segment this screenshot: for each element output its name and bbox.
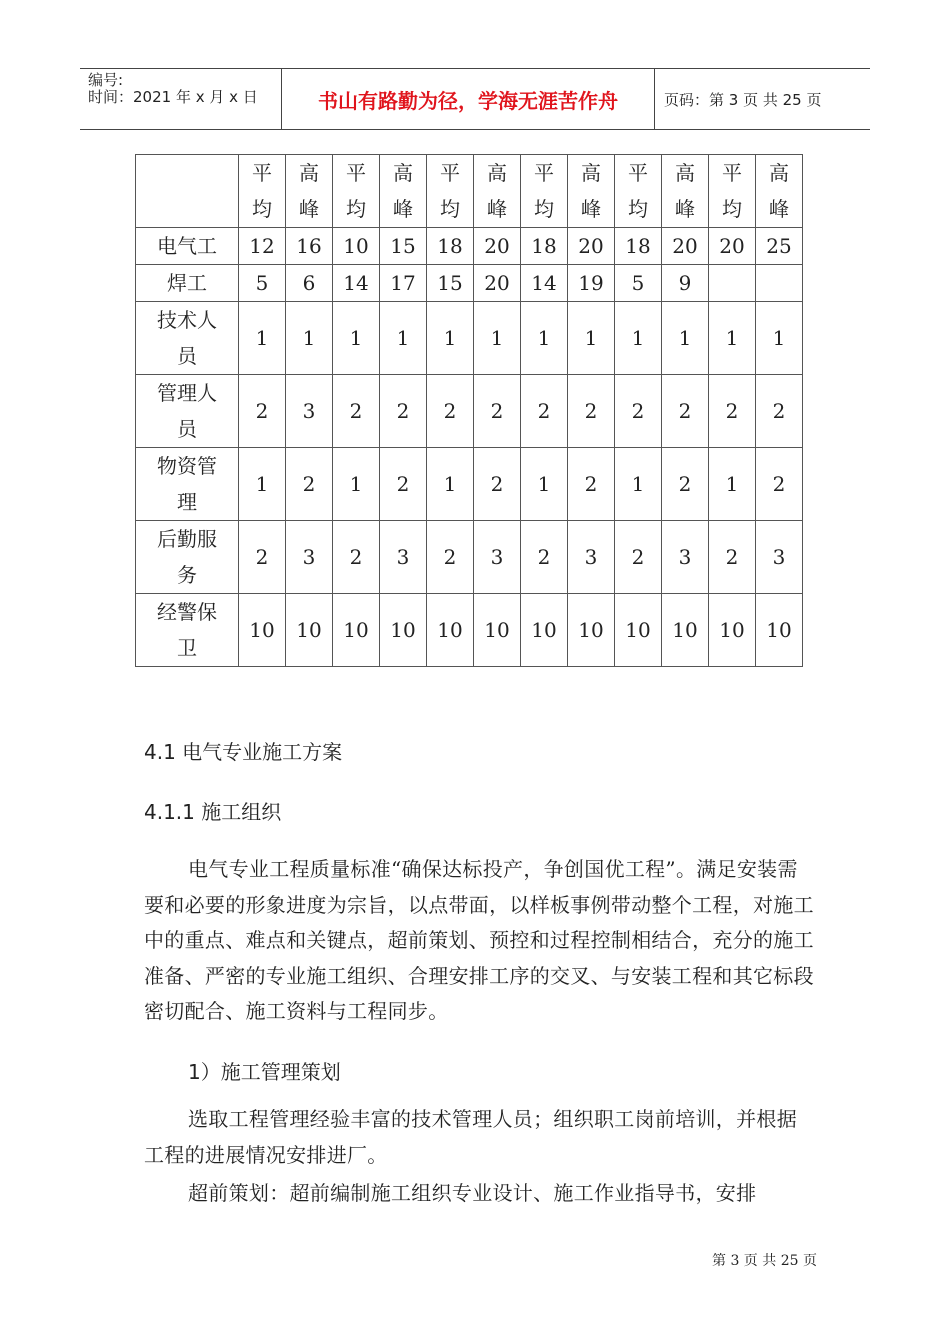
table-cell: 2	[662, 375, 709, 448]
table-cell: 10	[380, 594, 427, 667]
table-cell: 25	[756, 228, 803, 265]
table-cell: 3	[286, 375, 333, 448]
table-cell: 3	[662, 521, 709, 594]
table-cell: 18	[521, 228, 568, 265]
table-cell: 6	[286, 265, 333, 302]
table-cell: 10	[239, 594, 286, 667]
subsection-heading: 4.1.1 施工组织	[144, 800, 282, 824]
table-cell: 10	[427, 594, 474, 667]
table-row	[136, 265, 803, 302]
table-cell: 1	[756, 302, 803, 375]
header-cell-peak: 高 峰	[756, 155, 803, 228]
table-cell: 1	[427, 448, 474, 521]
table-cell: 3	[474, 521, 521, 594]
row-label: 焊工	[136, 265, 239, 302]
table-cell: 1	[286, 302, 333, 375]
table-cell: 2	[521, 521, 568, 594]
header-cell-average: 平 均	[709, 155, 756, 228]
table-cell: 1	[333, 448, 380, 521]
row-label: 后勤服 务	[136, 521, 239, 594]
table-cell: 2	[239, 375, 286, 448]
table-cell: 1	[380, 302, 427, 375]
table-cell: 2	[709, 521, 756, 594]
table-cell: 2	[756, 375, 803, 448]
document-time-label: 时间：2021 年 x 月 x 日	[88, 88, 258, 106]
table-cell: 1	[239, 448, 286, 521]
list-item-construction-planning	[188, 1056, 341, 1085]
table-cell: 9	[662, 265, 709, 302]
header-cell-average: 平 均	[521, 155, 568, 228]
table-row	[136, 594, 803, 667]
table-cell: 10	[521, 594, 568, 667]
table-cell: 10	[662, 594, 709, 667]
table-cell: 2	[474, 375, 521, 448]
table-cell: 3	[286, 521, 333, 594]
header-meta	[80, 69, 280, 129]
table-cell: 2	[521, 375, 568, 448]
row-label: 电气工	[136, 228, 239, 265]
table-cell: 15	[427, 265, 474, 302]
table-cell: 5	[615, 265, 662, 302]
table-cell: 1	[474, 302, 521, 375]
table-cell: 2	[615, 521, 662, 594]
table-cell	[709, 265, 756, 302]
header-cell-average: 平 均	[239, 155, 286, 228]
table-cell: 17	[380, 265, 427, 302]
table-cell: 20	[474, 265, 521, 302]
document-number-label: 编号:	[88, 71, 124, 89]
table-cell: 10	[474, 594, 521, 667]
header-cell-peak: 高 峰	[286, 155, 333, 228]
header-cell-peak: 高 峰	[568, 155, 615, 228]
table-cell: 2	[239, 521, 286, 594]
table-cell: 14	[521, 265, 568, 302]
table-cell: 16	[286, 228, 333, 265]
table-cell: 1	[239, 302, 286, 375]
header-cell-average: 平 均	[615, 155, 662, 228]
header-cell-peak: 高 峰	[380, 155, 427, 228]
table-cell: 1	[427, 302, 474, 375]
table-cell: 1	[521, 448, 568, 521]
table-cell: 5	[239, 265, 286, 302]
table-cell: 2	[756, 448, 803, 521]
table-cell: 2	[568, 375, 615, 448]
table-cell: 18	[427, 228, 474, 265]
table-cell: 2	[427, 375, 474, 448]
header-cell-peak: 高 峰	[662, 155, 709, 228]
list-item-text: ）施工管理策划	[200, 1060, 341, 1084]
table-cell: 10	[568, 594, 615, 667]
table-cell: 2	[333, 521, 380, 594]
table-cell: 10	[333, 594, 380, 667]
paragraph-quality-standard: 电气专业工程质量标准“确保达标投产，争创国优工程”。满足安装需要和必要的形象进度为宗旨，以点带面，以样板事例带动整个工程，对施工中的重点、难点和关键点，超前策划、预控和过程控制相结合，充分的施工准备、严密的专业施工组织、合理安排工序的交叉、与安装工程和其它标段密切配合、施工资料与工程同步。	[144, 857, 814, 1023]
row-label: 技术人 员	[136, 302, 239, 375]
table-cell: 2	[474, 448, 521, 521]
table-cell: 1	[521, 302, 568, 375]
table-cell: 2	[615, 375, 662, 448]
list-item-number: 1	[188, 1060, 201, 1084]
header-cell-average: 平 均	[333, 155, 380, 228]
table-corner-cell	[136, 155, 239, 228]
table-cell: 1	[568, 302, 615, 375]
staffing-table	[135, 154, 803, 667]
table-cell: 1	[333, 302, 380, 375]
table-cell: 2	[709, 375, 756, 448]
table-cell: 1	[615, 448, 662, 521]
table-cell: 3	[756, 521, 803, 594]
table-cell: 10	[615, 594, 662, 667]
table-cell: 20	[662, 228, 709, 265]
table-row	[136, 375, 803, 448]
table-cell: 2	[568, 448, 615, 521]
table-cell: 3	[568, 521, 615, 594]
page-header	[80, 68, 870, 130]
table-cell: 10	[333, 228, 380, 265]
table-cell	[756, 265, 803, 302]
header-cell-peak: 高 峰	[474, 155, 521, 228]
paragraph-staff-selection: 选取工程管理经验丰富的技术管理人员；组织职工岗前培训，并根据工程的进展情况安排进厂。	[144, 1107, 797, 1167]
table-cell: 20	[568, 228, 615, 265]
table-cell: 3	[380, 521, 427, 594]
table-cell: 1	[662, 302, 709, 375]
header-page-number: 页码：第 3 页 共 25 页	[664, 90, 822, 109]
table-cell: 19	[568, 265, 615, 302]
table-header-row	[136, 155, 803, 228]
table-cell: 2	[333, 375, 380, 448]
table-cell: 2	[286, 448, 333, 521]
page-footer: 第 3 页 共 25 页	[712, 1253, 817, 1269]
table-cell: 2	[380, 375, 427, 448]
header-motto: 书山有路勤为径，学海无涯苦作舟	[281, 69, 655, 129]
table-cell: 10	[709, 594, 756, 667]
table-cell: 18	[615, 228, 662, 265]
table-cell: 2	[662, 448, 709, 521]
row-label: 管理人 员	[136, 375, 239, 448]
header-cell-average: 平 均	[427, 155, 474, 228]
table-cell: 14	[333, 265, 380, 302]
table-cell: 10	[286, 594, 333, 667]
table-row	[136, 448, 803, 521]
table-cell: 1	[709, 448, 756, 521]
table-cell: 20	[709, 228, 756, 265]
table-row	[136, 228, 803, 265]
table-cell: 2	[380, 448, 427, 521]
table-cell: 10	[756, 594, 803, 667]
table-cell: 15	[380, 228, 427, 265]
row-label: 经警保 卫	[136, 594, 239, 667]
table-cell: 12	[239, 228, 286, 265]
table-row	[136, 302, 803, 375]
table-row	[136, 521, 803, 594]
row-label: 物资管 理	[136, 448, 239, 521]
table-cell: 20	[474, 228, 521, 265]
paragraph-advance-planning: 超前策划：超前编制施工组织专业设计、施工作业指导书，安排	[188, 1181, 757, 1205]
table-cell: 1	[615, 302, 662, 375]
section-heading: 4.1 电气专业施工方案	[144, 740, 343, 764]
table-cell: 1	[709, 302, 756, 375]
table-cell: 2	[427, 521, 474, 594]
